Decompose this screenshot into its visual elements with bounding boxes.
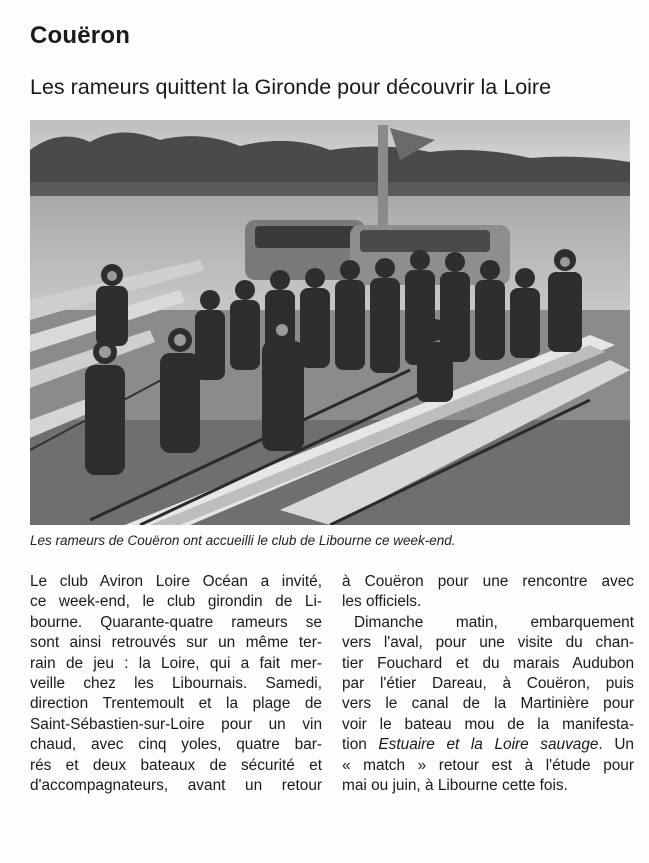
text-line: d'accompagnateurs, avant un retour [30,777,322,795]
text-line: veille chez les Libournais. Samedi, [30,675,322,693]
text-line: les officiels. [342,593,422,611]
section-title: Couëron [30,22,131,49]
text-line: chaud, avec cinq yoles, quatre bar- [30,736,322,754]
paragraph [30,572,322,796]
article-headline: Les rameurs quittent la Gironde pour découvrir la Loire [30,75,552,99]
text-line: rés et deux bateaux de sécurité et [30,756,322,774]
group-photo [30,120,630,525]
text-line: vers l'aval, pour une visite du chan- [342,634,634,652]
text-line: mai ou juin, à Libourne cette fois. [342,777,568,795]
text-line: « match » retour est à l'étude pour [342,756,634,774]
text-line: par l'étier Dareau, à Couëron, puis [342,675,634,693]
photo-caption: Les rameurs de Couëron ont accueilli le club de Libourne ce week-end. [30,533,456,548]
text-line: ce week-end, le club girondin de Li- [30,593,322,611]
text-line-italic-title [342,735,634,755]
text-line: bourne. Quarante-quatre rameurs se [30,613,322,631]
text-line: Le club Aviron Loire Océan a invité, [30,573,322,590]
article-column-left [30,572,322,796]
text-line: direction Trentemoult et la plage de [30,695,322,713]
text-line: tier Fouchard et du marais Audubon [342,654,634,672]
article-column-right [342,572,634,796]
text-fragment: . Un [598,736,634,754]
text-line: sont ainsi retrouvés sur un même ter- [30,634,322,652]
text-line: à Couëron pour une rencontre avec [342,573,634,590]
event-title: Estuaire et la Loire sauvage [378,736,599,754]
text-line: Dimanche matin, embarquement [354,613,634,631]
paragraph [342,613,634,797]
text-line: Saint-Sébastien-sur-Loire pour un vin [30,715,322,733]
text-fragment: tion [342,736,379,754]
paragraph [342,572,634,613]
text-line: rain de jeu : la Loire, qui a fait mer- [30,654,322,672]
text-line: voir le bateau mou de la manifesta- [342,715,634,733]
text-line: vers le canal de la Martinière pour [342,695,634,713]
